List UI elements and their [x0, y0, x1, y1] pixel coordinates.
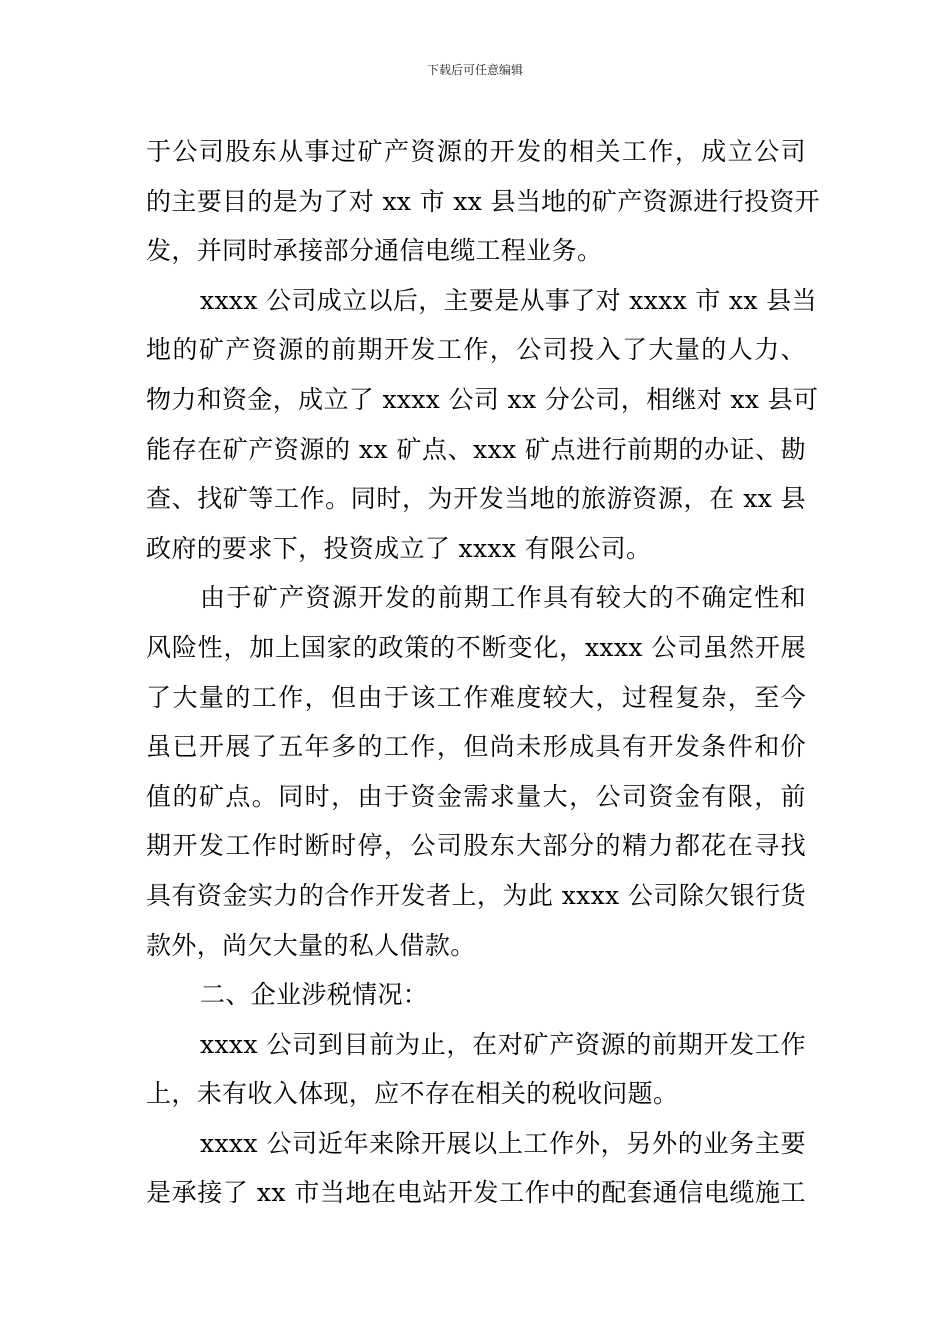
paragraph-line: 于公司股东从事过矿产资源的开发的相关工作，成立公司 — [146, 137, 806, 166]
paragraph-line: 地的矿产资源的前期开发工作，公司投入了大量的人力、 — [146, 335, 806, 365]
paragraph-line: 查、找矿等工作。同时，为开发当地的旅游资源，在 xx 县 — [146, 484, 806, 514]
section-heading: 二、企业涉税情况： — [200, 980, 429, 1010]
paragraph-line: 具有资金实力的合作开发者上，为此 xxxx 公司除欠银行货 — [146, 880, 806, 910]
paragraph-line: 发，并同时承接部分通信电缆工程业务。 — [146, 236, 603, 266]
paragraph-line: 上，未有收入体现，应不存在相关的税收问题。 — [146, 1079, 679, 1109]
paragraph-line: 的主要目的是为了对 xx 市 xx 县当地的矿产资源进行投资开 — [146, 186, 821, 216]
paragraph-line: xxxx 公司近年来除开展以上工作外，另外的业务主要 — [200, 1128, 806, 1158]
paragraph-line: 了大量的工作，但由于该工作难度较大，过程复杂，至今 — [146, 682, 806, 712]
paragraph-line: 虽已开展了五年多的工作，但尚未形成具有开发条件和价 — [146, 732, 806, 762]
paragraph-line: xxxx 公司到目前为止，在对矿产资源的前期开发工作 — [200, 1029, 806, 1059]
paragraph-line: 能存在矿产资源的 xx 矿点、xxx 矿点进行前期的办证、勘 — [146, 434, 806, 464]
paragraph-line: 值的矿点。同时，由于资金需求量大，公司资金有限，前 — [146, 781, 806, 811]
document-body — [146, 127, 821, 1218]
paragraph-line: 风险性，加上国家的政策的不断变化，xxxx 公司虽然开展 — [146, 632, 806, 662]
paragraph-line: 由于矿产资源开发的前期工作具有较大的不确定性和 — [200, 583, 806, 613]
paragraph-line: 期开发工作时断时停，公司股东大部分的精力都花在寻找 — [146, 831, 806, 861]
page-header: 下载后可任意编辑 — [426, 63, 523, 77]
paragraph-line: 是承接了 xx 市当地在电站开发工作中的配套通信电缆施工 — [146, 1178, 806, 1208]
paragraph-line: 款外，尚欠大量的私人借款。 — [146, 930, 476, 960]
paragraph-line: 政府的要求下，投资成立了 xxxx 有限公司。 — [146, 533, 652, 563]
paragraph-line: 物力和资金，成立了 xxxx 公司 xx 分公司，相继对 xx 县可 — [146, 384, 819, 414]
paragraph-line: xxxx 公司成立以后，主要是从事了对 xxxx 市 xx 县当 — [200, 285, 817, 315]
